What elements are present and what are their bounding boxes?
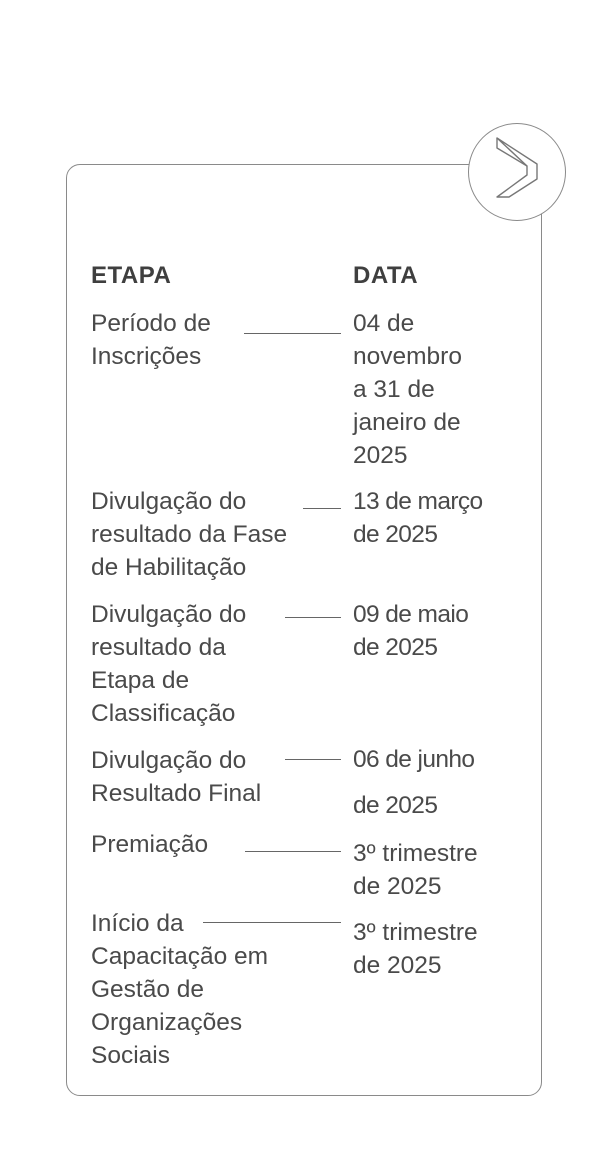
next-button[interactable] [468, 123, 566, 221]
timeline-date: 06 de junho [353, 746, 475, 773]
stage-column-header: ETAPA [91, 262, 172, 289]
timeline-date: 04 de novembro a 31 de janeiro de 2025 [353, 310, 462, 469]
timeline-stage: Período de Inscrições [91, 310, 211, 370]
timeline-stage: Divulgação do resultado da Etapa de Classificação [91, 601, 247, 727]
connector-line [245, 851, 341, 852]
connector-line [303, 508, 341, 509]
timeline-stage: Divulgação do resultado da Fase de Habilitação [91, 488, 288, 581]
connector-line [285, 759, 341, 760]
connector-line [244, 333, 341, 334]
timeline-date: de 2025 [353, 792, 438, 819]
timeline-stage: Início da Capacitação em Gestão de Organizações Sociais [91, 910, 269, 1069]
timeline-date: 09 de maio de 2025 [353, 601, 469, 661]
timeline-date: 3º trimestre de 2025 [353, 840, 478, 900]
chevron-right-icon [469, 124, 567, 222]
timeline-stage: Divulgação do Resultado Final [91, 747, 262, 807]
connector-line [285, 617, 341, 618]
timeline-date: 13 de março de 2025 [353, 488, 483, 548]
timeline-stage: Premiação [91, 831, 209, 858]
date-column-header: DATA [353, 262, 419, 289]
timeline-date: 3º trimestre de 2025 [353, 919, 478, 979]
connector-line [203, 922, 341, 923]
